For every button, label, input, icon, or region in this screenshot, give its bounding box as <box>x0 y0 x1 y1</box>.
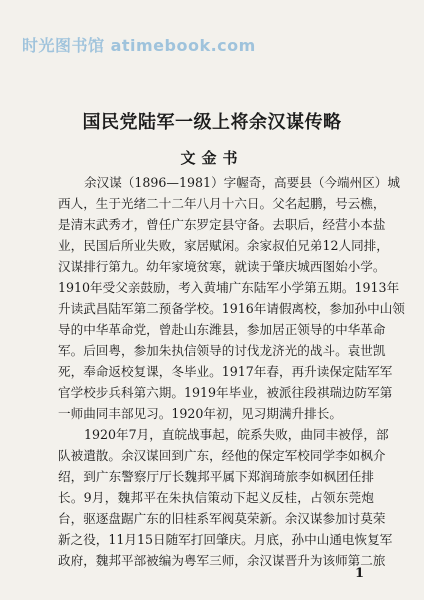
article-body <box>58 172 405 571</box>
text-line: 是清末武秀才，曾任广东罗定县守备。去职后，经营小本盐 <box>58 217 386 232</box>
text-line: 军。后回粤，参加朱执信领导的讨伐龙济光的战斗。袁世凯 <box>58 343 386 358</box>
text-line: 队被遣散。余汉谋回到广东，经他的保定军校同学李如枫介 <box>58 448 386 463</box>
page-number: 1 <box>354 566 364 581</box>
watermark: 时光图书馆 atimebook.com <box>22 36 256 55</box>
text-line: 1910年受父亲鼓励，考入黄埔广东陆军小学第五期。1913年 <box>58 280 400 295</box>
text-line: 一师曲同丰部见习。1920年初，见习期满升排长。 <box>58 406 342 421</box>
text-line: 汉谋排行第九。幼年家境贫寒，就读于肇庆城西图始小学。 <box>58 259 386 274</box>
text-line: 新之役，11月15日随军打回肇庆。月底，孙中山通电恢复军 <box>58 532 393 547</box>
paragraph <box>58 172 405 424</box>
text-line: 台，驱逐盘踞广东的旧桂系军阀莫荣新。余汉谋参加讨莫荣 <box>58 511 386 526</box>
paragraph <box>58 424 393 571</box>
text-line: 导的中华革命党，曾赴山东潍县，参加居正领导的中华革命 <box>58 322 386 337</box>
text-line: 1920年7月，直皖战事起，皖系失败，曲同丰被俘，部 <box>84 427 389 442</box>
text-line: 绍，到广东警察厅厅长魏邦平属下郑润琦旅李如枫团任排 <box>58 469 374 484</box>
text-line: 政府，魏邦平部被编为粤军三师，余汉谋晋升为该师第二旅 <box>58 553 386 568</box>
text-line: 官学校步兵科第六期。1919年毕业，被派往段祺瑞边防军第 <box>58 385 393 400</box>
text-line: 业，民国后所业失败，家居赋闲。余家叔伯兄弟12人同排， <box>58 238 389 253</box>
author-name: 文金书 <box>180 149 244 167</box>
text-line: 死，奉命返校复课，冬毕业。1917年春，再升读保定陆军军 <box>58 364 393 379</box>
text-line: 长。9月，魏邦平在朱执信策动下起义反桂，占领东莞炮 <box>58 490 374 505</box>
text-line: 升读武昌陆军第二预备学校。1916年请假离校，参加孙中山领 <box>58 301 405 316</box>
text-line: 西人，生于光绪二十二年八月十六日。父名起鹏，号云樵， <box>58 196 386 211</box>
text-line: 余汉谋（1896—1981）字幄奇，高要县（今端州区）城 <box>84 175 400 190</box>
article-title: 国民党陆军一级上将余汉谋传略 <box>82 112 342 133</box>
